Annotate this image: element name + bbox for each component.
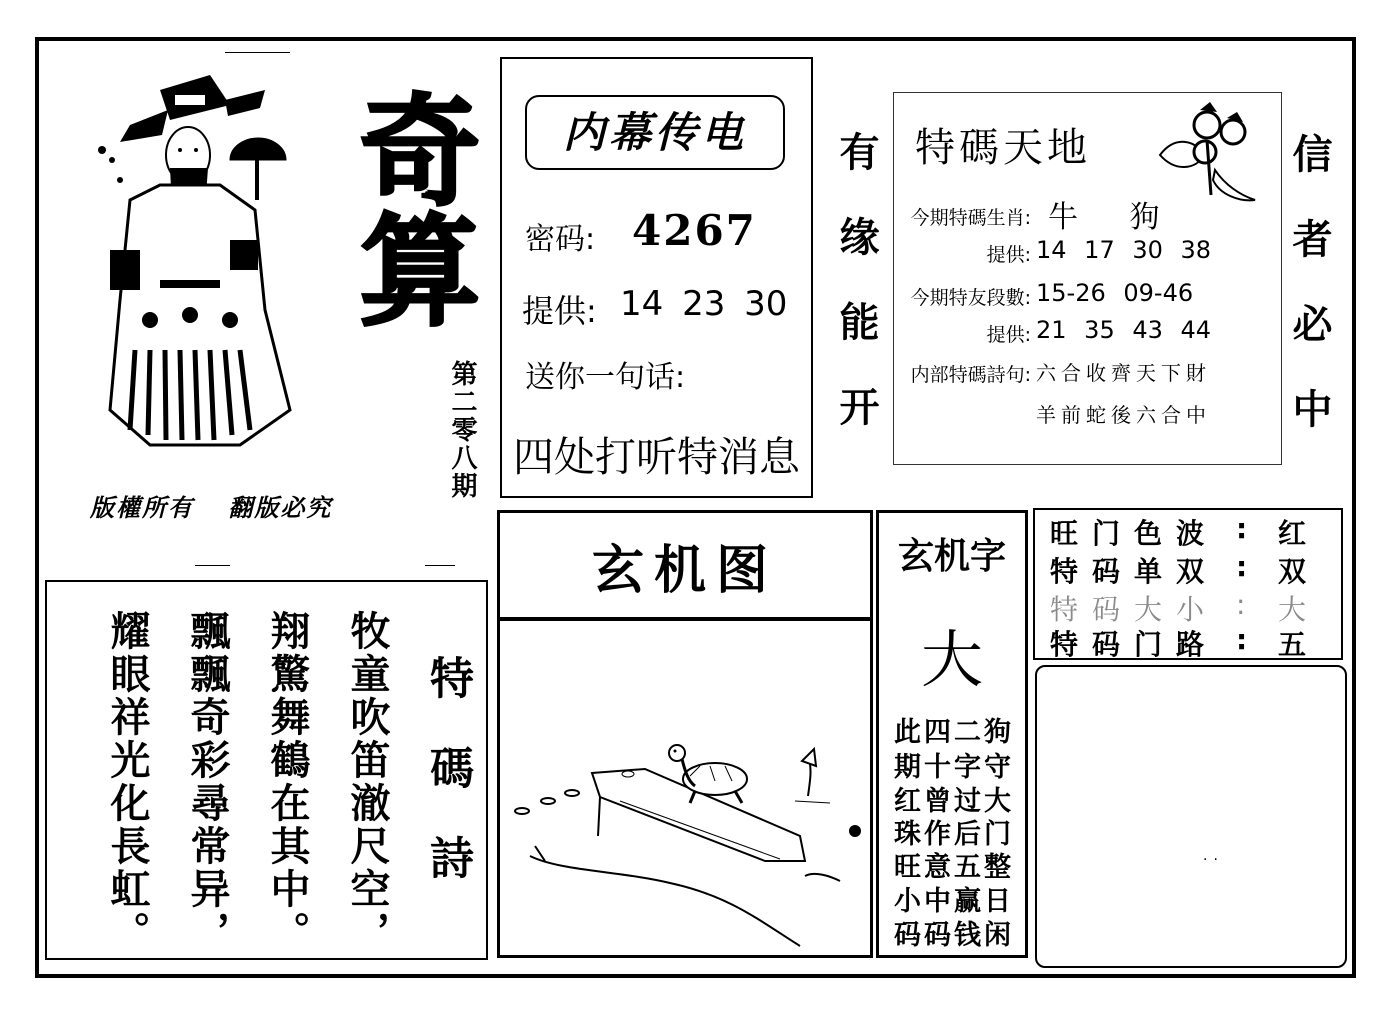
stat-value: 双 [1278, 555, 1307, 588]
pebble [849, 825, 861, 837]
fan-shape [230, 138, 286, 160]
mystery-word-row: 旺意五整 [894, 852, 1014, 883]
empty-panel-dots: .. [1203, 848, 1224, 864]
poem-line-3: 飄飄奇彩尋常异， [184, 610, 231, 954]
sw-value-provide-1: 14 17 30 38 [1036, 236, 1212, 264]
poem-line-4: 耀眼祥光化長虹。 [104, 610, 151, 954]
mystery-word-row: 期十字守 [894, 752, 1014, 783]
sw-label-provide-1: 提供: [986, 244, 1031, 266]
stat-separator: : [1236, 512, 1248, 545]
phrase-text: 四处打听特消息 [513, 433, 800, 481]
cloud-dots [98, 146, 123, 183]
mystery-word-row: 红曾过大 [894, 786, 1014, 817]
stat-label: 特码门路 [1050, 628, 1219, 661]
poem-line-2: 翔驚舞鶴在其中。 [264, 610, 311, 954]
stat-row-size [1050, 588, 1320, 626]
sw-value-poem-1: 六合收齊天下財 [1036, 361, 1211, 385]
hat-wing-right [225, 90, 265, 116]
poem-title: 特碼詩 [422, 655, 473, 925]
robe-shape [110, 185, 290, 445]
stat-value: 五 [1278, 628, 1307, 661]
sheet-title: 奇算 [340, 88, 481, 328]
provide-numbers: 14 23 30 [620, 284, 788, 324]
deity-illustration [90, 50, 305, 460]
mystery-word-row: 小中赢日 [894, 886, 1014, 917]
mystery-word-row: 此四二狗 [894, 717, 1014, 748]
stat-row-color [1050, 512, 1320, 550]
stat-label: 特码大小 [1050, 593, 1219, 626]
bottom-divider-left [195, 565, 230, 566]
empty-panel [1035, 665, 1347, 968]
stat-value: 红 [1278, 517, 1307, 550]
inside-tip-title: 内幕传电 [525, 95, 785, 170]
stat-row-path [1050, 623, 1320, 661]
slogan-right: 信者必中 [1286, 133, 1332, 473]
password-value: 4267 [632, 206, 757, 255]
mystery-picture-title: 玄机图 [591, 541, 778, 601]
copyright-notice: 版權所有 翻版必究 [90, 493, 333, 522]
mystery-word: 大 [920, 623, 983, 696]
sw-value-zodiac: 牛 狗 [1048, 200, 1160, 235]
phrase-label: 送你一句话: [525, 360, 686, 395]
sw-value-range: 15-26 09-46 [1036, 279, 1194, 307]
sw-label-zodiac: 今期特碼生肖: [910, 207, 1031, 229]
stat-separator: : [1236, 588, 1246, 621]
turtle-head [669, 745, 685, 761]
acorn-leaf-icon [1155, 100, 1270, 208]
hat-wing-left [120, 110, 168, 142]
special-world-title: 特碼天地 [915, 125, 1091, 171]
sw-value-poem-2: 羊前蛇後六合中 [1036, 403, 1211, 427]
stat-label: 特码单双 [1050, 555, 1219, 588]
sw-value-provide-2: 21 35 43 44 [1036, 316, 1212, 344]
mystery-word-row: 码码钱闲 [894, 920, 1014, 951]
sw-label-poem: 内部特碼詩句: [910, 364, 1031, 386]
turtle-shell [683, 763, 747, 795]
poem-line-1: 牧童吹笛澈尺空， [344, 610, 391, 954]
mystery-word-row: 珠作后门 [894, 819, 1014, 850]
sw-label-range: 今期特友段數: [910, 287, 1031, 309]
provide-label: 提供: [522, 292, 597, 330]
password-label: 密码: [525, 222, 596, 257]
stat-row-odd-even [1050, 550, 1320, 588]
sw-label-provide-2: 提供: [986, 324, 1031, 346]
issue-number: 第二零八期 [447, 360, 477, 500]
stat-label: 旺门色波 [1050, 517, 1219, 550]
plant-leaf [802, 749, 816, 766]
hat-ornament [175, 95, 205, 105]
turtle-on-log-illustration [500, 621, 868, 951]
fan-handle [255, 160, 259, 200]
stat-separator: : [1236, 550, 1248, 583]
stat-value: 大 [1278, 593, 1307, 626]
stat-separator: : [1236, 623, 1248, 656]
mystery-word-title: 玄机字 [897, 536, 1006, 577]
bottom-divider-right [425, 565, 455, 566]
ground-line [530, 856, 800, 946]
slogan-left: 有缘能开 [833, 131, 879, 471]
